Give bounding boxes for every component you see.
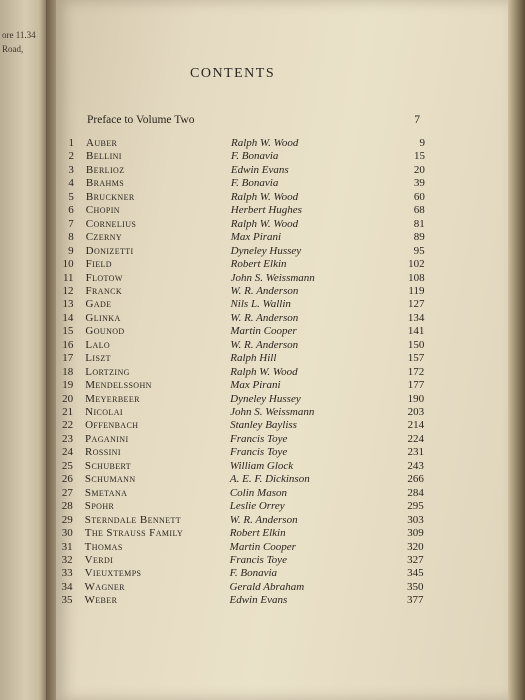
contents-entry: [0, 150, 500, 163]
previous-page-text-line: ore 11.34: [2, 30, 36, 40]
entry-page-number: 172: [407, 365, 425, 378]
entry-page-number: 141: [407, 325, 425, 338]
article-author: F. Bonavia: [230, 177, 279, 190]
entry-page-number: 134: [407, 311, 425, 324]
entry-number: 9: [68, 244, 74, 257]
entry-page-number: 68: [413, 204, 425, 217]
composer-name: Meyerbeer: [85, 392, 140, 405]
composer-name: Schubert: [84, 459, 132, 472]
article-author: Edwin Evans: [230, 163, 289, 176]
entry-page-number: 20: [413, 163, 425, 176]
entry-number: 34: [61, 580, 73, 593]
contents-entry: [0, 433, 499, 446]
contents-entry: [0, 500, 499, 513]
contents-entry: [0, 339, 499, 352]
composer-name: Brahms: [85, 177, 125, 190]
contents-entry: [0, 285, 500, 298]
composer-name: Spohr: [84, 500, 115, 513]
entry-number: 11: [62, 271, 74, 284]
entry-number: 25: [61, 459, 73, 472]
contents-entry: [0, 204, 500, 217]
article-author: Colin Mason: [229, 486, 287, 499]
article-author: Nils L. Wallin: [230, 298, 291, 311]
entry-page-number: 214: [407, 419, 425, 432]
composer-name: Wagner: [84, 580, 125, 593]
entry-number: 33: [61, 567, 73, 580]
entry-page-number: 284: [407, 486, 424, 499]
composer-name: Thomas: [84, 540, 123, 553]
entry-number: 19: [62, 379, 74, 392]
entry-page-number: 295: [407, 500, 424, 513]
entry-number: 8: [68, 231, 74, 244]
composer-name: Rossini: [84, 446, 121, 459]
contents-entry: [0, 137, 500, 150]
entry-number: 3: [68, 163, 74, 176]
contents-entry: [0, 245, 500, 258]
composer-name: Flotow: [85, 271, 123, 284]
composer-name: Vieuxtemps: [84, 567, 142, 580]
entry-page-number: 157: [407, 352, 425, 365]
composer-name: Cornelius: [85, 217, 137, 230]
composer-name: Glinka: [85, 311, 121, 324]
entry-page-number: 266: [407, 473, 424, 486]
entry-page-number: 303: [407, 513, 424, 526]
entry-number: 16: [62, 338, 74, 351]
entry-page-number: 81: [413, 217, 425, 230]
entry-page-number: 127: [407, 298, 425, 311]
contents-entry: [0, 487, 499, 500]
composer-name: Lortzing: [85, 365, 130, 378]
preface-page-number: 7: [414, 114, 420, 126]
article-author: Max Pirani: [230, 231, 282, 244]
composer-name: Verdi: [84, 553, 114, 566]
entry-number: 24: [61, 446, 73, 459]
article-author: Ralph Hill: [230, 352, 277, 365]
entry-number: 18: [62, 365, 74, 378]
contents-entry: [0, 514, 499, 527]
entry-number: 1: [68, 137, 74, 149]
article-author: John S. Weissmann: [230, 406, 315, 418]
article-author: Ralph W. Wood: [230, 365, 298, 378]
entry-number: 6: [68, 204, 74, 217]
entry-page-number: 377: [406, 594, 424, 607]
composer-name: Berlioz: [85, 163, 125, 176]
article-author: Martin Cooper: [229, 540, 296, 553]
entry-number: 20: [62, 392, 74, 405]
entry-page-number: 119: [408, 284, 425, 297]
contents-entry: [0, 218, 500, 231]
entry-number: 26: [61, 473, 73, 486]
composer-name: Franck: [85, 284, 123, 297]
entry-page-number: 190: [407, 392, 425, 405]
contents-entry: [0, 379, 499, 392]
article-author: Leslie Orrey: [229, 500, 285, 513]
contents-entry: [0, 312, 499, 325]
composer-name: Lalo: [85, 338, 111, 351]
article-author: Herbert Hughes: [230, 204, 302, 217]
article-author: Ralph W. Wood: [230, 190, 299, 203]
entry-page-number: 9: [419, 137, 425, 149]
composer-name: Smetana: [84, 486, 128, 499]
entry-number: 21: [62, 406, 74, 418]
contents-entry: [0, 527, 499, 540]
entry-page-number: 108: [408, 271, 425, 284]
article-author: Max Pirani: [230, 379, 281, 392]
article-author: W. R. Anderson: [229, 513, 298, 526]
contents-entry: [0, 258, 500, 271]
composer-name: Liszt: [85, 352, 111, 365]
contents-entry: [0, 177, 500, 190]
entry-page-number: 15: [413, 150, 425, 163]
article-author: W. R. Anderson: [230, 284, 299, 297]
article-author: Ralph W. Wood: [231, 137, 299, 149]
entry-number: 15: [62, 325, 74, 338]
contents-entry: [0, 272, 500, 285]
entry-number: 12: [62, 284, 74, 297]
article-author: F. Bonavia: [229, 567, 278, 580]
entry-number: 10: [62, 258, 74, 271]
contents-entry: [0, 541, 499, 554]
entry-number: 2: [68, 150, 74, 163]
entry-number: 31: [61, 540, 73, 553]
article-author: W. R. Anderson: [230, 311, 299, 324]
composer-name: Czerny: [85, 231, 123, 244]
contents-entry: [0, 473, 499, 486]
contents-entry: [0, 446, 499, 459]
entry-number: 17: [62, 352, 74, 365]
entry-page-number: 177: [407, 379, 425, 392]
entry-page-number: 224: [407, 432, 425, 445]
entry-number: 22: [62, 419, 74, 432]
contents-entry: [0, 419, 499, 432]
article-author: Martin Cooper: [230, 325, 297, 338]
entry-page-number: 203: [407, 406, 425, 418]
article-author: W. R. Anderson: [230, 338, 299, 351]
article-author: Edwin Evans: [229, 594, 288, 607]
composer-name: The Strauss Family: [84, 527, 184, 540]
article-author: F. Bonavia: [230, 150, 279, 163]
entry-page-number: 60: [413, 190, 425, 203]
contents-entry: [0, 325, 499, 338]
page-stack-edge: [508, 0, 525, 700]
contents-entry: [0, 352, 499, 365]
contents-entry: [0, 406, 499, 419]
composer-name: Schumann: [84, 473, 136, 486]
contents-entry: [0, 366, 499, 379]
entry-page-number: 89: [413, 231, 425, 244]
composer-name: Chopin: [85, 204, 120, 217]
composer-name: Gade: [85, 298, 112, 311]
contents-entry: [0, 581, 499, 594]
entry-number: 5: [68, 190, 74, 203]
article-author: Francis Toye: [230, 432, 288, 445]
contents-entry: [0, 567, 499, 580]
article-author: Dyneley Hussey: [230, 244, 302, 257]
entry-number: 29: [61, 513, 73, 526]
composer-name: Offenbach: [85, 419, 139, 432]
composer-name: Auber: [86, 137, 118, 149]
entry-number: 32: [61, 553, 73, 566]
entry-page-number: 95: [413, 244, 425, 257]
article-author: Francis Toye: [229, 553, 287, 566]
entry-number: 7: [68, 217, 74, 230]
composer-name: Nicolai: [85, 406, 123, 418]
composer-name: Gounod: [85, 325, 125, 338]
contents-entry: [0, 164, 500, 177]
article-author: A. E. F. Dickinson: [229, 473, 310, 486]
entry-number: 4: [68, 177, 74, 190]
article-author: Ralph W. Wood: [230, 217, 299, 230]
composer-name: Field: [85, 258, 112, 271]
composer-name: Paganini: [85, 432, 129, 445]
contents-entry: [0, 554, 499, 567]
entry-page-number: 327: [407, 553, 424, 566]
entry-page-number: 39: [413, 177, 425, 190]
composer-name: Mendelssohn: [85, 379, 152, 392]
composer-name: Bruckner: [85, 190, 135, 203]
contents-entry: [0, 231, 500, 244]
article-author: Robert Elkin: [230, 258, 287, 271]
contents-entry: [0, 191, 500, 204]
composer-name: Bellini: [85, 150, 122, 163]
entry-page-number: 309: [407, 527, 424, 540]
article-author: William Glock: [229, 459, 294, 472]
entry-page-number: 320: [407, 540, 424, 553]
composer-name: Sterndale Bennett: [84, 513, 182, 526]
contents-entry: [0, 298, 499, 311]
entry-number: 23: [62, 432, 74, 445]
composer-name: Donizetti: [85, 244, 134, 257]
article-author: John S. Weissmann: [230, 271, 315, 284]
entry-number: 13: [62, 298, 74, 311]
entry-number: 27: [61, 486, 73, 499]
contents-entry: [0, 460, 499, 473]
contents-entry: [0, 594, 498, 607]
article-author: Dyneley Hussey: [230, 392, 301, 405]
preface-label: Preface to Volume Two: [87, 114, 195, 126]
entry-page-number: 102: [408, 258, 425, 271]
contents-title: CONTENTS: [190, 66, 276, 81]
composer-name: Weber: [84, 594, 118, 607]
article-author: Stanley Bayliss: [230, 419, 297, 432]
contents-entry: [0, 393, 499, 406]
entry-page-number: 231: [407, 446, 424, 459]
article-author: Gerald Abraham: [229, 580, 305, 593]
entry-number: 30: [61, 527, 73, 540]
entry-page-number: 243: [407, 459, 424, 472]
entry-page-number: 150: [407, 338, 425, 351]
article-author: Robert Elkin: [229, 527, 286, 540]
entry-number: 14: [62, 311, 74, 324]
entry-number: 35: [61, 594, 73, 607]
previous-page-text-line: Road,: [2, 44, 24, 54]
entry-number: 28: [61, 500, 73, 513]
entry-page-number: 350: [407, 580, 424, 593]
article-author: Francis Toye: [229, 446, 288, 459]
entry-page-number: 345: [407, 567, 424, 580]
